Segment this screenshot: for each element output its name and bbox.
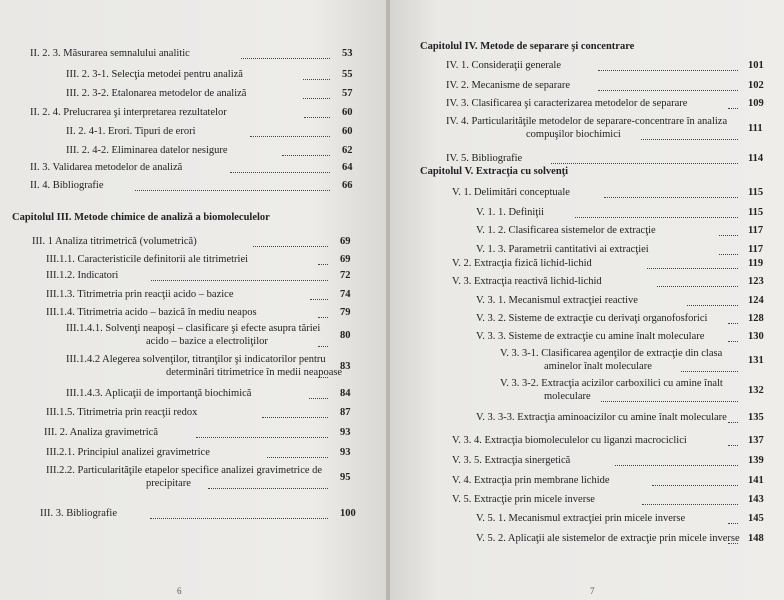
toc-page-number: 124 [748, 295, 764, 306]
toc-entry-title: IV. 4. Particularităţile metodelor de separare-concentrare în analiza [446, 116, 728, 127]
toc-entry-title: III. 1 Analiza titrimetrică (volumetrică) [32, 236, 197, 247]
toc-entry-title: III.1.1. Caracteristicile definitorii ale titrimetriei [46, 254, 249, 265]
leader-dots [719, 235, 739, 236]
leader-dots [303, 98, 330, 99]
toc-entry-title: V. 3. 4. Extracţia biomoleculelor cu liganzi macrociclici [452, 435, 687, 446]
leader-dots [601, 401, 738, 402]
leader-dots [647, 268, 738, 269]
toc-entry-title: II. 2. 4-1. Erori. Tipuri de erori [66, 126, 196, 137]
toc-page-number: 132 [748, 385, 764, 396]
toc-page-number: 93 [340, 427, 351, 438]
toc-page-number: 131 [748, 355, 764, 366]
toc-page-number: 69 [340, 236, 351, 247]
toc-entry-title: V. 3. 3-2. Extracţia acizilor carboxilici cu amine înalt [500, 378, 723, 389]
toc-page-number: 95 [340, 472, 351, 483]
toc-entry-title: V. 3. 5. Extracţia sinergetică [452, 455, 571, 466]
chapter-heading: Capitolul III. Metode chimice de analiză a biomoleculelor [12, 212, 270, 223]
toc-page-number: 119 [748, 258, 764, 269]
toc-page-number: 74 [340, 289, 351, 300]
toc-entry-title: V. 5. 2. Aplicaţii ale sistemelor de extracţie prin micele inverse [476, 533, 740, 544]
toc-page-number: 114 [748, 153, 764, 164]
toc-entry-title: III.1.5. Titrimetria prin reacţii redox [46, 407, 198, 418]
leader-dots [282, 155, 330, 156]
leader-dots [719, 254, 739, 255]
toc-entry-title: II. 2. 3. Măsurarea semnalului analitic [30, 48, 190, 59]
leader-dots [318, 264, 328, 265]
toc-entry-title: V. 1. 3. Parametrii cantitativi ai extracţiei [476, 244, 649, 255]
leader-dots [681, 371, 739, 372]
toc-entry-title: V. 4. Extracţia prin membrane lichide [452, 475, 610, 486]
leader-dots [304, 117, 330, 118]
chapter-heading: Capitolul V. Extracţia cu solvenţi [420, 166, 569, 177]
toc-page-number: 72 [340, 270, 351, 281]
toc-page-number: 115 [748, 187, 764, 198]
toc-page-number: 60 [342, 107, 353, 118]
toc-entry-title: IV. 1. Consideraţii generale [446, 60, 561, 71]
toc-entry-title: III.2.1. Principiul analizei gravimetrice [46, 447, 210, 458]
toc-page-number: 135 [748, 412, 764, 423]
toc-entry-title-continued: precipitare [146, 478, 191, 489]
toc-page-number: 83 [340, 361, 351, 372]
leader-dots [318, 346, 328, 347]
toc-page-number: 87 [340, 407, 351, 418]
leader-dots [253, 246, 328, 247]
toc-entry-title: III.1.2. Indicatori [46, 270, 119, 281]
toc-page-number: 79 [340, 307, 351, 318]
toc-entry-title: IV. 3. Clasificarea şi caracterizarea metodelor de separare [446, 98, 688, 109]
toc-entry-title: V. 2. Extracţia fizică lichid-lichid [452, 258, 592, 269]
toc-page-number: 141 [748, 475, 764, 486]
toc-page-number: 115 [748, 207, 764, 218]
leader-dots [728, 445, 738, 446]
toc-entry-title-continued: compuşilor biochimici [526, 129, 621, 140]
leader-dots [575, 217, 738, 218]
toc-entry-title: III. 2. 4-2. Eliminarea datelor nesigure [66, 145, 228, 156]
toc-entry-title: III. 2. Analiza gravimetrică [44, 427, 158, 438]
toc-entry-title: II. 3. Validarea metodelor de analiză [30, 162, 183, 173]
toc-page-number: 84 [340, 388, 351, 399]
toc-page-number: 60 [342, 126, 353, 137]
toc-entry-title: V. 5. Extracţie prin micele inverse [452, 494, 595, 505]
toc-page-number: 117 [748, 244, 764, 255]
toc-entry-title: III.1.4.2 Alegerea solvenţilor, titranţilor şi indicatorilor pentru [66, 354, 326, 365]
leader-dots [598, 90, 738, 91]
toc-entry-title-continued: aminelor înalt moleculare [544, 361, 652, 372]
toc-entry-title: III.1.4. Titrimetria acido – bazică în mediu neapos [46, 307, 257, 318]
leader-dots [208, 488, 328, 489]
leader-dots [267, 457, 328, 458]
page-number: 6 [177, 586, 182, 596]
leader-dots [150, 518, 328, 519]
toc-entry-title: III. 3. Bibliografie [40, 508, 117, 519]
leader-dots [728, 523, 738, 524]
toc-entry-title-continued: determinări titrimetrice în medii neapoase [166, 367, 343, 378]
leader-dots [309, 398, 329, 399]
leader-dots [652, 485, 738, 486]
leader-dots [728, 422, 738, 423]
leader-dots [598, 70, 738, 71]
leader-dots [318, 377, 328, 378]
toc-page-number: 128 [748, 313, 764, 324]
toc-page-number: 145 [748, 513, 764, 524]
toc-entry-title: V. 5. 1. Mecanismul extracţiei prin micele inverse [476, 513, 686, 524]
toc-entry-title: V. 1. Delimitări conceptuale [452, 187, 570, 198]
toc-entry-title: V. 3. 1. Mecanismul extracţiei reactive [476, 295, 638, 306]
leader-dots [230, 172, 330, 173]
toc-page-number: 101 [748, 60, 764, 71]
toc-page-number: 148 [748, 533, 764, 544]
leader-dots [641, 139, 738, 140]
leader-dots [250, 136, 330, 137]
toc-page-number: 62 [342, 145, 353, 156]
toc-page-number: 117 [748, 225, 764, 236]
toc-entry-title: V. 1. 1. Definiţii [476, 207, 545, 218]
toc-entry-title: III. 2. 3-1. Selecţia metodei pentru analiză [66, 69, 243, 80]
leader-dots [728, 108, 738, 109]
toc-entry-title: V. 1. 2. Clasificarea sistemelor de extracţie [476, 225, 656, 236]
leader-dots [551, 163, 738, 164]
toc-entry-title: IV. 2. Mecanisme de separare [446, 80, 571, 91]
toc-page-number: 100 [340, 508, 356, 519]
leader-dots [728, 341, 738, 342]
leader-dots [151, 280, 328, 281]
page-number: 7 [590, 586, 595, 596]
toc-page-number: 139 [748, 455, 764, 466]
toc-entry-title: III. 2. 3-2. Etalonarea metodelor de analiză [66, 88, 247, 99]
toc-entry-title: III.2.2. Particularităţile etapelor specifice analizei gravimetrice de [46, 465, 323, 476]
toc-page-number: 111 [748, 123, 763, 134]
toc-entry-title-continued: acido – bazice a electroliţilor [146, 336, 268, 347]
toc-page-number: 66 [342, 180, 353, 191]
toc-page-number: 137 [748, 435, 764, 446]
toc-page-number: 123 [748, 276, 764, 287]
toc-entry-title: III.1.4.1. Solvenţi neapoşi – clasificare şi efecte asupra tăriei [66, 323, 321, 334]
toc-entry-title: V. 3. 3-1. Clasificarea agenţilor de extracţie din clasa [500, 348, 723, 359]
toc-page-number: 57 [342, 88, 353, 99]
leader-dots [196, 437, 328, 438]
toc-entry-title: V. 3. Extracţia reactivă lichid-lichid [452, 276, 602, 287]
leader-dots [241, 58, 330, 59]
leader-dots [642, 504, 739, 505]
toc-entry-title-continued: moleculare [544, 391, 591, 402]
leader-dots [687, 305, 738, 306]
right-page [390, 0, 784, 600]
toc-page-number: 69 [340, 254, 351, 265]
toc-page-number: 53 [342, 48, 353, 59]
chapter-heading: Capitolul IV. Metode de separare şi concentrare [420, 41, 635, 52]
leader-dots [604, 197, 738, 198]
toc-entry-title: V. 3. 2. Sisteme de extracţie cu derivaţi organofosforici [476, 313, 708, 324]
toc-page-number: 143 [748, 494, 764, 505]
toc-page-number: 102 [748, 80, 764, 91]
leader-dots [318, 317, 328, 318]
toc-entry-title: IV. 5. Bibliografie [446, 153, 523, 164]
leader-dots [262, 417, 328, 418]
toc-page-number: 80 [340, 330, 351, 341]
toc-page-number: 93 [340, 447, 351, 458]
leader-dots [728, 323, 738, 324]
leader-dots [615, 465, 738, 466]
toc-entry-title: II. 2. 4. Prelucrarea şi interpretarea rezultatelor [30, 107, 227, 118]
toc-entry-title: III.1.3. Titrimetria prin reacţii acido – bazice [46, 289, 234, 300]
left-page [0, 0, 388, 600]
toc-entry-title: II. 4. Bibliografie [30, 180, 104, 191]
toc-page-number: 109 [748, 98, 764, 109]
toc-page-number: 64 [342, 162, 353, 173]
leader-dots [135, 190, 330, 191]
toc-entry-title: V. 3. 3-3. Extracţia aminoacizilor cu amine înalt moleculare [476, 412, 727, 423]
leader-dots [310, 299, 328, 300]
leader-dots [728, 543, 738, 544]
toc-entry-title: III.1.4.3. Aplicaţii de importanţă biochimică [66, 388, 252, 399]
leader-dots [303, 79, 330, 80]
toc-page-number: 130 [748, 331, 764, 342]
leader-dots [657, 286, 738, 287]
toc-entry-title: V. 3. 3. Sisteme de extracţie cu amine înalt moleculare [476, 331, 705, 342]
toc-page-number: 55 [342, 69, 353, 80]
